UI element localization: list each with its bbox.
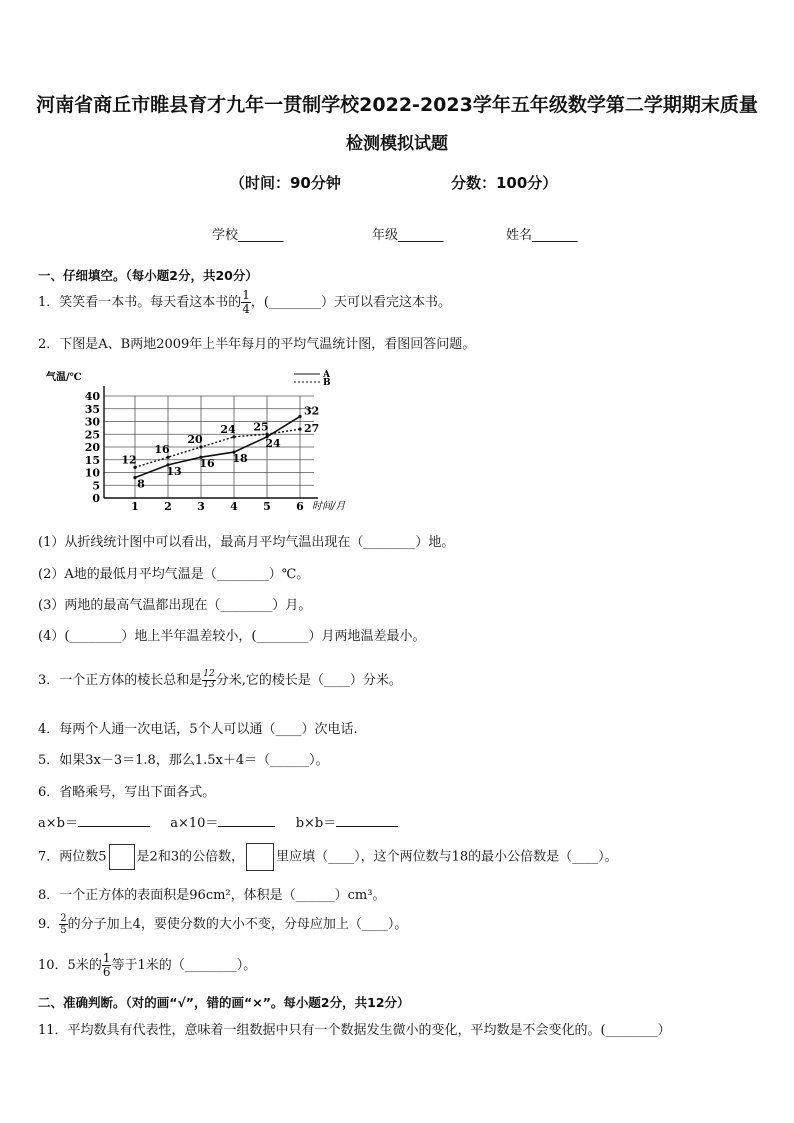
series-A-data-label: 18 (232, 452, 248, 466)
series-B-data-label: 20 (187, 433, 203, 446)
x-axis-label: 时间/月 (312, 501, 346, 512)
y-tick-label: 25 (84, 428, 100, 442)
temperature-line-chart (44, 368, 364, 516)
q6-c-blank[interactable] (336, 812, 398, 827)
q3-num: 12 (203, 669, 215, 680)
question-9 (38, 913, 407, 936)
series-B-data-label: 27 (304, 422, 320, 436)
series-B-data-label: 24 (220, 422, 236, 436)
x-tick-label: 4 (230, 500, 238, 513)
question-4: 4．每两个人通一次电话，5个人可以通（____）次电话. (38, 722, 358, 737)
y-tick-label: 35 (84, 402, 100, 416)
q1-post: ，(________）天可以看完这本书。 (250, 295, 451, 311)
q3-pre: 3．一个正方体的棱长总和是 (38, 673, 203, 688)
question-7 (38, 843, 618, 871)
q1-num: 1 (242, 288, 250, 302)
y-tick-label: 20 (84, 441, 100, 454)
grade-field[interactable]: 年级_______ (372, 228, 444, 243)
series-A-data-label: 13 (166, 464, 182, 478)
q6-c: b×b＝ (295, 816, 337, 831)
y-tick-label: 40 (84, 390, 100, 403)
chart-legend (294, 370, 331, 388)
q1-fraction (241, 289, 251, 316)
q10-pre: 10．5米的 (38, 958, 102, 974)
q6-b-blank[interactable] (218, 812, 275, 827)
series-A-point (298, 415, 301, 418)
q7-box-2[interactable] (246, 843, 274, 871)
school-field[interactable]: 学校_______ (212, 228, 284, 243)
legend-label-A: A (323, 370, 330, 380)
q3-den: 13 (203, 680, 215, 690)
q6-a-blank[interactable] (78, 812, 150, 827)
section2-heading: 二、准确判断。（对的画“√”，错的画“×”。每小题2分，共12分） (38, 995, 410, 1010)
q7-box-1[interactable] (109, 844, 135, 870)
q1-den: 4 (242, 302, 250, 317)
section1-heading: 一、仔细填空。（每小题2分，共20分） (38, 268, 258, 283)
series-B-data-label: 25 (253, 420, 269, 434)
q3-fraction (202, 670, 215, 691)
series-A-data-label: 8 (137, 477, 145, 491)
series-A-data-label: 24 (265, 436, 281, 450)
exam-score: 分数：100分） (451, 174, 558, 192)
legend-label-B: B (323, 378, 331, 388)
x-tick-label: 5 (263, 500, 271, 513)
chart-grid (104, 396, 314, 498)
x-tick-label: 6 (296, 500, 304, 513)
q9-post: 的分子加上4，要使分数的大小不变，分母应加上（____）。 (67, 917, 408, 932)
q9-fraction (59, 913, 67, 936)
q9-num: 2 (60, 913, 67, 924)
y-tick-label: 5 (92, 479, 100, 493)
question-10 (38, 952, 256, 979)
series-B-data-label: 12 (121, 453, 137, 467)
q2-sub-4: (4）(________）地上半年温差较小，(________）月两地温差最小。 (38, 629, 426, 644)
chart-axes (104, 386, 318, 498)
x-tick-label: 1 (131, 500, 139, 513)
series-A-data-label: 32 (304, 404, 320, 418)
q3-post: 分米,它的棱长是（____）分米。 (215, 673, 402, 688)
y-tick-label: 30 (84, 415, 100, 429)
q2-sub-3: (3）两地的最高气温都出现在（________）月。 (38, 598, 312, 613)
q2-sub-2: (2）A地的最低月平均气温是（________）℃。 (38, 567, 310, 582)
q9-pre: 9． (38, 917, 60, 932)
q6-b: a×10＝ (170, 816, 219, 831)
series-B-data-label: 16 (154, 443, 170, 457)
y-tick-labels (85, 390, 101, 505)
question-5: 5．如果3x－3＝1.8，那么1.5x＋4＝（______）。 (38, 753, 329, 768)
name-field[interactable]: 姓名_______ (506, 228, 578, 243)
chart-series (121, 404, 319, 490)
y-axis-label: 气温/℃ (46, 372, 82, 383)
question-2: 2．下图是A、B两地2009年上半年每月的平均气温统计图，看图回答问题。 (38, 337, 476, 352)
q7-p2: 是2和3的公倍数， (136, 849, 245, 865)
q6-a: a×b＝ (38, 816, 78, 831)
q10-post: 等于1米的（________）。 (111, 958, 257, 974)
y-tick-label: 10 (84, 466, 100, 480)
q10-den: 6 (102, 965, 111, 980)
question-3 (38, 669, 402, 691)
q1-pre: 1．笑笑看一本书。每天看这本书的 (38, 295, 242, 311)
series-A-data-label: 16 (199, 457, 215, 471)
q10-num: 1 (102, 951, 111, 965)
q6-answers (38, 812, 398, 831)
question-1 (38, 289, 451, 316)
exam-time: （时间：90分钟 (230, 174, 341, 192)
q9-den: 5 (60, 925, 67, 936)
q2-sub-1: (1）从折线统计图中可以看出，最高月平均气温出现在（________）地。 (38, 535, 455, 550)
question-6: 6．省略乘号，写出下面各式。 (38, 785, 216, 800)
series-B-point (298, 428, 301, 431)
x-tick-label: 3 (197, 500, 205, 513)
question-8: 8．一个正方体的表面积是96cm²，体积是（______）cm³。 (38, 888, 386, 903)
q7-p3: 里应填（____），这个两位数与18的最小公倍数是（____）。 (276, 849, 618, 865)
page-title: 河南省商丘市睢县育才九年一贯制学校2022-2023学年五年级数学第二学期期末质量 (36, 94, 758, 116)
q7-p1: 7．两位数5 (38, 849, 107, 865)
x-tick-label: 2 (164, 500, 172, 513)
question-11: 11．平均数具有代表性，意味着一组数据中只有一个数据发生微小的变化，平均数是不会变化的。(________） (38, 1023, 671, 1038)
series-A-point (133, 476, 136, 479)
page-title-line2: 检测模拟试题 (346, 134, 448, 154)
x-tick-labels (131, 500, 304, 513)
y-tick-label: 15 (84, 453, 100, 467)
y-tick-label: 0 (92, 492, 100, 505)
